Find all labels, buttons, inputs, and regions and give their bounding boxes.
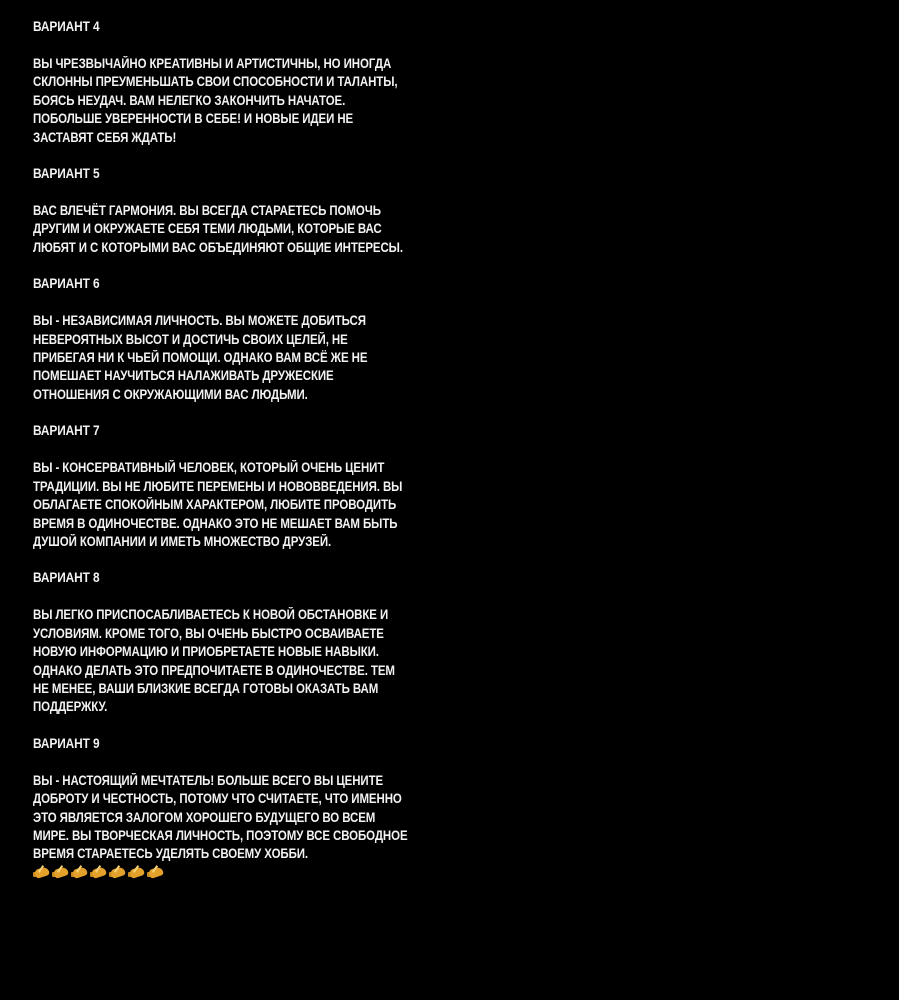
text-line: ПОБОЛЬШЕ УВЕРЕННОСТИ В СЕБЕ! И НОВЫЕ ИДЕИ НЕ [33,111,354,127]
variant-section-8 [33,569,553,716]
variant-text [33,312,553,404]
emoji-row [33,866,553,878]
variant-text [33,772,553,864]
text-line: БОЯСЬ НЕУДАЧ. ВАМ НЕЛЕГКО ЗАКОНЧИТЬ НАЧАТОЕ. [33,92,346,108]
text-line: ВЫ ЛЕГКО ПРИСПОСАБЛИВАЕТЕСЬ К НОВОЙ ОБСТАНОВКЕ И [33,607,389,623]
text-line: ОБЛАГАЕТЕ СПОКОЙНЫМ ХАРАКТЕРОМ, ЛЮБИТЕ ПРОВОДИТЬ [33,497,397,513]
text-line: УСЛОВИЯМ. КРОМЕ ТОГО, ВЫ ОЧЕНЬ БЫСТРО ОСВАИВАЕТЕ [33,625,384,641]
writing-hand-icon [90,866,108,878]
text-line: ЭТО ЯВЛЯЕТСЯ ЗАЛОГОМ ХОРОШЕГО БУДУЩЕГО ВО ВСЕМ [33,809,376,825]
text-line: ЛЮБЯТ И С КОТОРЫМИ ВАС ОБЪЕДИНЯЮТ ОБЩИЕ ИНТЕРЕСЫ. [33,239,403,255]
text-line: ВЫ - КОНСЕРВАТИВНЫЙ ЧЕЛОВЕК, КОТОРЫЙ ОЧЕНЬ ЦЕНИТ [33,460,385,476]
writing-hand-icon [128,866,146,878]
text-line: ОДНАКО ДЕЛАТЬ ЭТО ПРЕДПОЧИТАЕТЕ В ОДИНОЧЕСТВЕ. ТЕМ [33,662,395,678]
text-line: ВЫ - НАСТОЯЩИЙ МЕЧТАТЕЛЬ! БОЛЬШЕ ВСЕГО ВЫ ЦЕНИТЕ [33,772,384,788]
text-line: ТРАДИЦИИ. ВЫ НЕ ЛЮБИТЕ ПЕРЕМЕНЫ И НОВОВВЕДЕНИЯ. ВЫ [33,478,403,494]
document-page [33,18,553,896]
variant-title: ВАРИАНТ 4 [33,19,100,34]
text-line: НОВУЮ ИНФОРМАЦИЮ И ПРИОБРЕТАЕТЕ НОВЫЕ НАВЫКИ. [33,644,379,660]
writing-hand-icon [147,866,165,878]
writing-hand-icon [52,866,70,878]
variant-section-7 [33,422,553,551]
variant-text [33,55,553,147]
variant-title: ВАРИАНТ 8 [33,570,100,586]
variant-title: ВАРИАНТ 9 [33,735,100,751]
text-line: ВАС ВЛЕЧЁТ ГАРМОНИЯ. ВЫ ВСЕГДА СТАРАЕТЕСЬ ПОМОЧЬ [33,203,381,219]
text-line: ВРЕМЯ СТАРАЕТЕСЬ УДЕЛЯТЬ СВОЕМУ ХОББИ. [33,846,309,862]
variant-text [33,459,553,551]
text-line: ПОМЕШАЕТ НАУЧИТЬСЯ НАЛАЖИВАТЬ ДРУЖЕСКИЕ [33,368,334,384]
writing-hand-icon [71,866,89,878]
text-line: ВРЕМЯ В ОДИНОЧЕСТВЕ. ОДНАКО ЭТО НЕ МЕШАЕТ ВАМ БЫТЬ [33,515,398,531]
text-line: ДОБРОТУ И ЧЕСТНОСТЬ, ПОТОМУ ЧТО СЧИТАЕТЕ, ЧТО ИМЕННО [33,791,402,807]
variant-section-4 [33,18,553,147]
writing-hand-icon [33,866,51,878]
variant-text [33,202,553,257]
variant-text [33,606,553,716]
text-line: ДРУГИМ И ОКРУЖАЕТЕ СЕБЯ ТЕМИ ЛЮДЬМИ, КОТОРЫЕ ВАС [33,221,382,237]
text-line: ОТНОШЕНИЯ С ОКРУЖАЮЩИМИ ВАС ЛЮДЬМИ. [33,386,308,402]
text-line: МИРЕ. ВЫ ТВОРЧЕСКАЯ ЛИЧНОСТЬ, ПОЭТОМУ ВСЕ СВОБОДНОЕ [33,827,408,843]
text-line: ПОДДЕРЖКУ. [33,699,108,715]
text-line: СКЛОННЫ ПРЕУМЕНЬШАТЬ СВОИ СПОСОБНОСТИ И ТАЛАНТЫ, [33,74,398,90]
text-line: ВЫ ЧРЕЗВЫЧАЙНО КРЕАТИВНЫ И АРТИСТИЧНЫ, НО ИНОГДА [33,56,392,71]
variant-section-6 [33,275,553,404]
text-line: ВЫ - НЕЗАВИСИМАЯ ЛИЧНОСТЬ. ВЫ МОЖЕТЕ ДОБИТЬСЯ [33,313,366,329]
text-line: ДУШОЙ КОМПАНИИ И ИМЕТЬ МНОЖЕСТВО ДРУЗЕЙ. [33,533,332,549]
text-line: ПРИБЕГАЯ НИ К ЧЬЕЙ ПОМОЩИ. ОДНАКО ВАМ ВСЁ ЖЕ НЕ [33,350,368,366]
variant-section-9 [33,735,553,878]
text-line: ЗАСТАВЯТ СЕБЯ ЖДАТЬ! [33,129,177,145]
text-line: НЕВЕРОЯТНЫХ ВЫСОТ И ДОСТИЧЬ СВОИХ ЦЕЛЕЙ, НЕ [33,331,348,347]
writing-hand-icon [109,866,127,878]
variant-section-5 [33,165,553,257]
text-line: НЕ МЕНЕЕ, ВАШИ БЛИЗКИЕ ВСЕГДА ГОТОВЫ ОКАЗАТЬ ВАМ [33,680,379,696]
variant-title: ВАРИАНТ 7 [33,423,100,439]
variant-title: ВАРИАНТ 5 [33,166,100,182]
variant-title: ВАРИАНТ 6 [33,276,100,292]
